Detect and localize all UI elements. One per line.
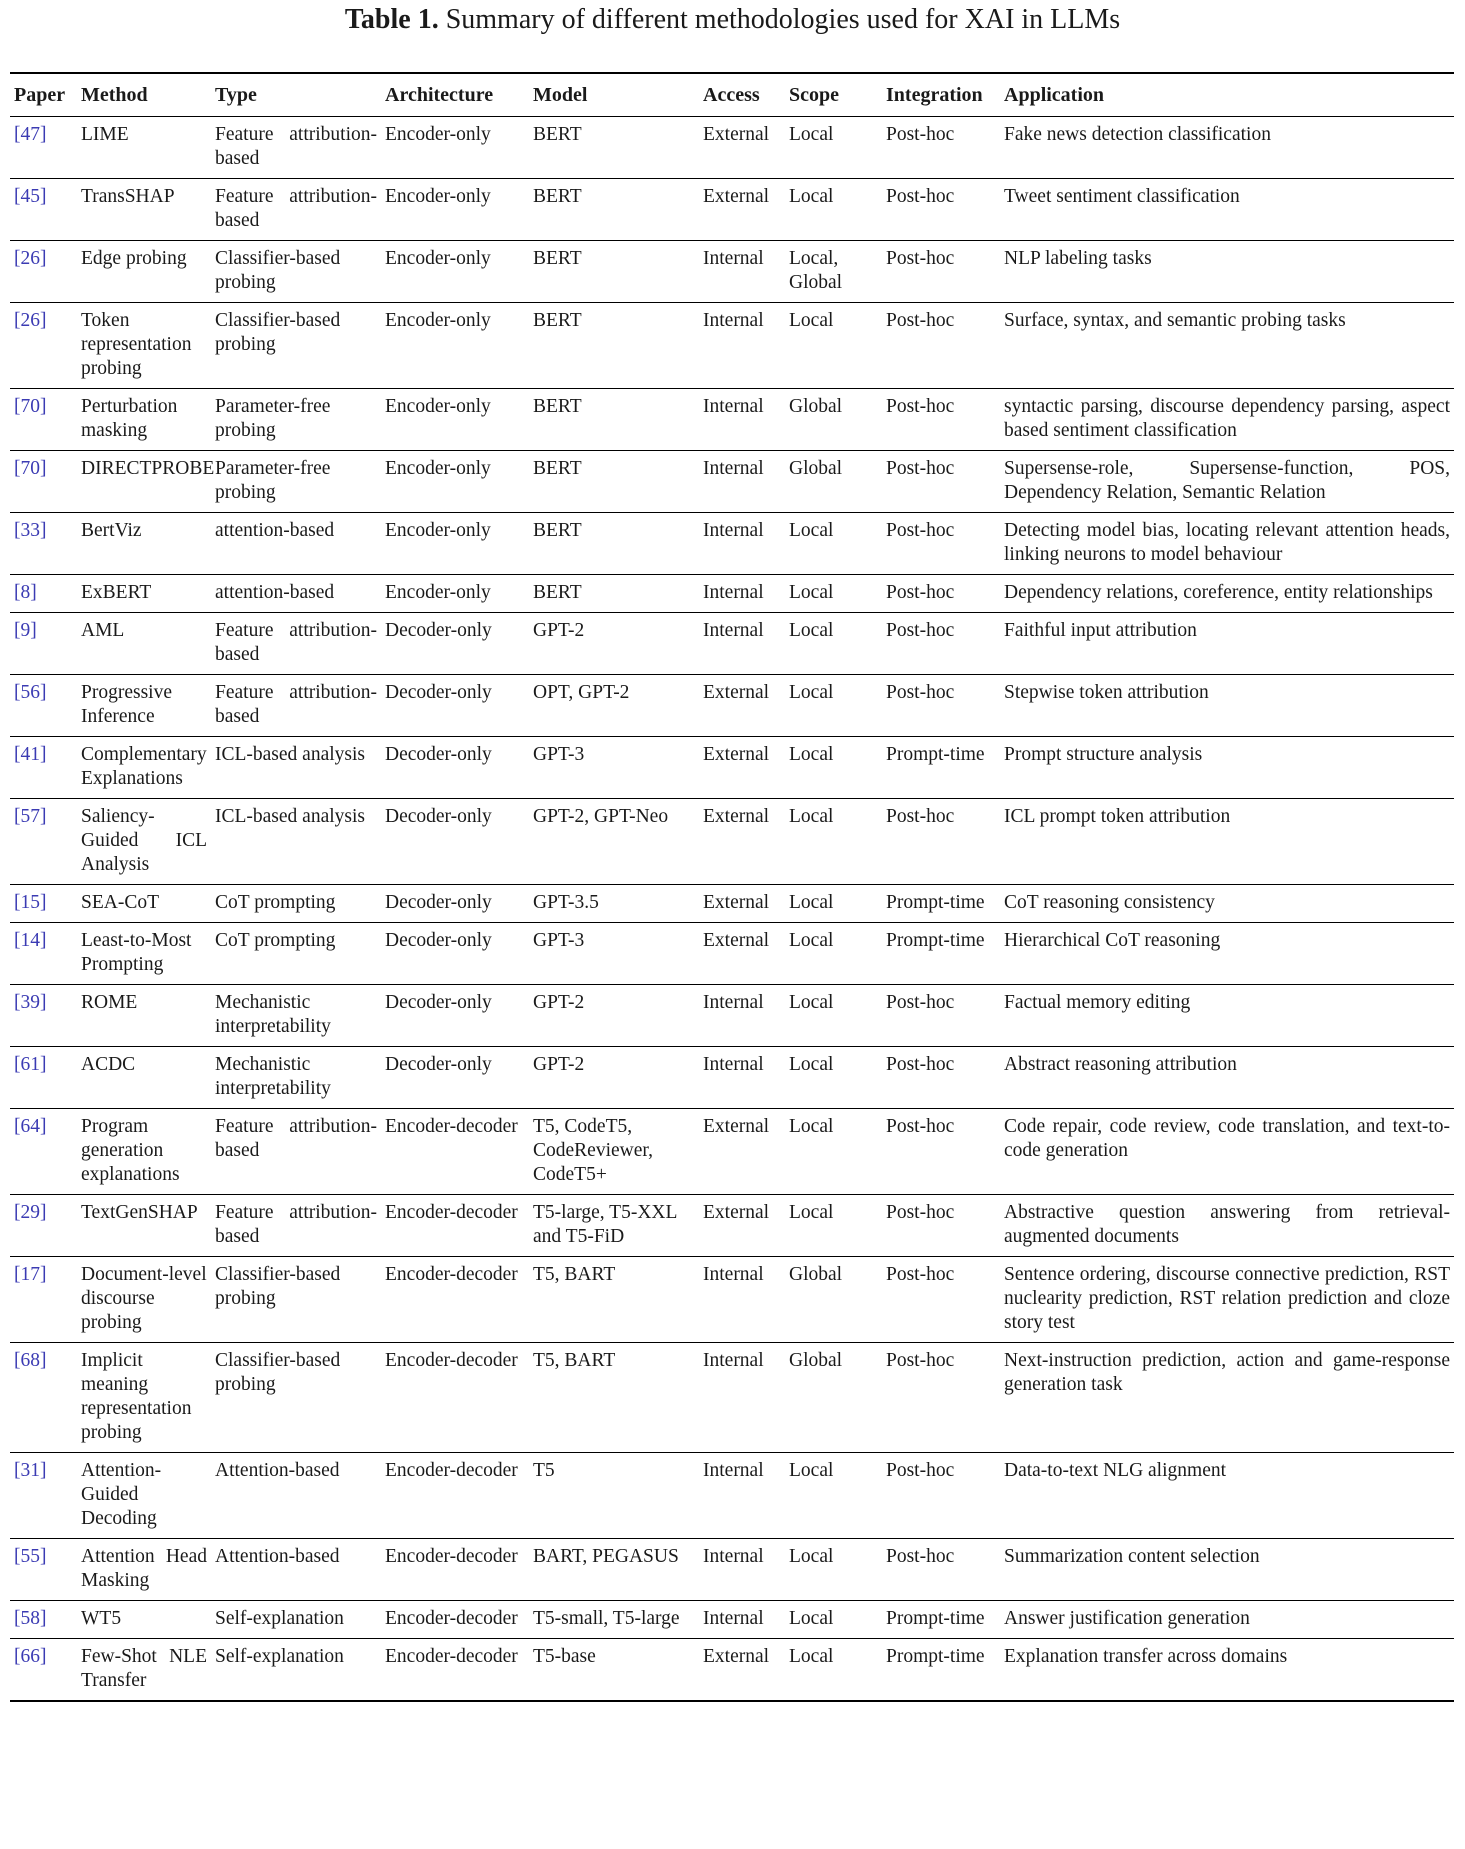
cell-scope: Global bbox=[789, 1350, 843, 1371]
cell-access: Internal bbox=[703, 582, 764, 603]
table-row bbox=[10, 885, 1454, 923]
cell-paper-ref[interactable]: [56] bbox=[14, 682, 47, 703]
cell-model: GPT-3 bbox=[533, 930, 585, 951]
table-row bbox=[10, 1109, 1454, 1195]
cell-paper-ref[interactable]: [15] bbox=[14, 892, 47, 913]
cell-type: Parameter-free probing bbox=[215, 458, 331, 503]
cell-architecture: Encoder-decoder bbox=[385, 1646, 518, 1667]
cell-type: Feature attribution-based bbox=[215, 1202, 377, 1247]
cell-application: Faithful input attribution bbox=[1004, 620, 1197, 641]
cell-application: Prompt structure analysis bbox=[1004, 744, 1203, 765]
cell-model: T5-large, T5-XXL and T5-FiD bbox=[533, 1202, 677, 1247]
cell-paper-ref[interactable]: [57] bbox=[14, 806, 47, 827]
cell-integration: Post-hoc bbox=[886, 458, 955, 479]
table-row bbox=[10, 1047, 1454, 1109]
cell-model: GPT-3.5 bbox=[533, 892, 599, 913]
cell-paper-ref[interactable]: [41] bbox=[14, 744, 47, 765]
table-caption bbox=[0, 0, 1465, 38]
cell-scope: Local bbox=[789, 310, 834, 331]
cell-method: TextGenSHAP bbox=[81, 1202, 198, 1223]
cell-application: Explanation transfer across domains bbox=[1004, 1646, 1288, 1667]
cell-paper-ref[interactable]: [29] bbox=[14, 1202, 47, 1223]
cell-integration: Post-hoc bbox=[886, 1116, 955, 1137]
cell-paper-ref[interactable]: [70] bbox=[14, 458, 47, 479]
cell-paper-ref[interactable]: [64] bbox=[14, 1116, 47, 1137]
cell-method: ExBERT bbox=[81, 582, 152, 603]
cell-model: BERT bbox=[533, 520, 582, 541]
cell-access: External bbox=[703, 744, 770, 765]
cell-access: Internal bbox=[703, 992, 764, 1013]
cell-architecture: Encoder-decoder bbox=[385, 1202, 518, 1223]
column-header-access: Access bbox=[703, 84, 760, 106]
cell-type: Feature attribution-based bbox=[215, 620, 377, 665]
cell-scope: Local bbox=[789, 892, 834, 913]
cell-access: External bbox=[703, 1646, 770, 1667]
cell-method: Document-level discourse probing bbox=[81, 1264, 207, 1333]
cell-integration: Prompt-time bbox=[886, 892, 985, 913]
cell-integration: Post-hoc bbox=[886, 396, 955, 417]
cell-scope: Local bbox=[789, 930, 834, 951]
cell-scope: Local bbox=[789, 682, 834, 703]
column-header-application: Application bbox=[1004, 84, 1105, 106]
cell-architecture: Encoder-only bbox=[385, 458, 491, 479]
cell-scope: Local bbox=[789, 1546, 834, 1567]
cell-access: External bbox=[703, 930, 770, 951]
cell-architecture: Encoder-only bbox=[385, 186, 491, 207]
cell-model: GPT-2 bbox=[533, 620, 585, 641]
cell-type: attention-based bbox=[215, 582, 335, 603]
cell-paper-ref[interactable]: [61] bbox=[14, 1054, 47, 1075]
table-row bbox=[10, 1601, 1454, 1639]
cell-method: TransSHAP bbox=[81, 186, 175, 207]
cell-method: Edge probing bbox=[81, 248, 187, 269]
cell-access: Internal bbox=[703, 1608, 764, 1629]
cell-type: Feature attribution-based bbox=[215, 186, 377, 231]
cell-method: Saliency-Guided ICL Analysis bbox=[81, 806, 207, 875]
table-row bbox=[10, 179, 1454, 241]
cell-integration: Post-hoc bbox=[886, 806, 955, 827]
cell-type: Mechanistic interpretability bbox=[215, 1054, 331, 1099]
cell-access: Internal bbox=[703, 248, 764, 269]
cell-integration: Post-hoc bbox=[886, 620, 955, 641]
cell-architecture: Decoder-only bbox=[385, 806, 492, 827]
cell-integration: Prompt-time bbox=[886, 744, 985, 765]
table-row bbox=[10, 1343, 1454, 1453]
table-row bbox=[10, 117, 1454, 179]
cell-paper-ref[interactable]: [66] bbox=[14, 1646, 47, 1667]
cell-application: Hierarchical CoT reasoning bbox=[1004, 930, 1221, 951]
cell-access: Internal bbox=[703, 520, 764, 541]
cell-architecture: Decoder-only bbox=[385, 892, 492, 913]
caption-label: Table 1. bbox=[344, 4, 439, 35]
cell-integration: Post-hoc bbox=[886, 186, 955, 207]
cell-model: OPT, GPT-2 bbox=[533, 682, 630, 703]
cell-method: WT5 bbox=[81, 1608, 122, 1629]
column-header-architecture: Architecture bbox=[385, 84, 494, 106]
cell-application: Summarization content selection bbox=[1004, 1546, 1260, 1567]
cell-model: BERT bbox=[533, 248, 582, 269]
column-header-integration: Integration bbox=[886, 84, 983, 106]
cell-application: Fake news detection classification bbox=[1004, 124, 1271, 145]
cell-method: Few-Shot NLE Transfer bbox=[81, 1646, 207, 1691]
cell-model: T5 bbox=[533, 1460, 555, 1481]
cell-scope: Local bbox=[789, 1460, 834, 1481]
cell-architecture: Encoder-decoder bbox=[385, 1460, 518, 1481]
table-row bbox=[10, 737, 1454, 799]
cell-model: T5-base bbox=[533, 1646, 596, 1667]
cell-paper-ref[interactable]: [58] bbox=[14, 1608, 47, 1629]
cell-paper-ref[interactable]: [39] bbox=[14, 992, 47, 1013]
cell-model: T5, CodeT5, CodeReviewer, CodeT5+ bbox=[533, 1116, 653, 1185]
cell-method: Least-to-Most Prompting bbox=[81, 930, 192, 975]
cell-method: AML bbox=[81, 620, 125, 641]
cell-integration: Post-hoc bbox=[886, 1054, 955, 1075]
cell-scope: Local bbox=[789, 620, 834, 641]
cell-type: Attention-based bbox=[215, 1546, 340, 1567]
cell-architecture: Decoder-only bbox=[385, 682, 492, 703]
cell-integration: Post-hoc bbox=[886, 682, 955, 703]
cell-access: External bbox=[703, 1202, 770, 1223]
cell-paper-ref[interactable]: [8] bbox=[14, 582, 37, 603]
table-row bbox=[10, 241, 1454, 303]
cell-paper-ref[interactable]: [70] bbox=[14, 396, 47, 417]
cell-type: Self-explanation bbox=[215, 1608, 344, 1629]
table-row bbox=[10, 303, 1454, 389]
cell-model: T5-small, T5-large bbox=[533, 1608, 680, 1629]
cell-integration: Post-hoc bbox=[886, 582, 955, 603]
cell-integration: Post-hoc bbox=[886, 1350, 955, 1371]
table-row bbox=[10, 675, 1454, 737]
cell-method: Perturbation masking bbox=[81, 396, 178, 441]
cell-method: Attention-Guided Decoding bbox=[81, 1460, 162, 1529]
table-row bbox=[10, 799, 1454, 885]
cell-architecture: Encoder-decoder bbox=[385, 1116, 518, 1137]
cell-application: NLP labeling tasks bbox=[1004, 248, 1152, 269]
cell-application: CoT reasoning consistency bbox=[1004, 892, 1215, 913]
cell-access: Internal bbox=[703, 620, 764, 641]
table-row bbox=[10, 613, 1454, 675]
cell-architecture: Encoder-decoder bbox=[385, 1608, 518, 1629]
cell-model: BERT bbox=[533, 458, 582, 479]
column-header-paper: Paper bbox=[14, 84, 66, 106]
cell-architecture: Encoder-decoder bbox=[385, 1350, 518, 1371]
cell-model: GPT-2 bbox=[533, 1054, 585, 1075]
cell-access: External bbox=[703, 892, 770, 913]
table-row bbox=[10, 1539, 1454, 1601]
cell-model: GPT-3 bbox=[533, 744, 585, 765]
cell-application: Data-to-text NLG alignment bbox=[1004, 1460, 1227, 1481]
table-row bbox=[10, 1195, 1454, 1257]
methods-table bbox=[10, 72, 1454, 1702]
cell-application: Abstract reasoning attribution bbox=[1004, 1054, 1237, 1075]
cell-integration: Post-hoc bbox=[886, 1546, 955, 1567]
caption-text: Summary of different methodologies used for XAI in LLMs bbox=[445, 4, 1121, 35]
cell-access: External bbox=[703, 806, 770, 827]
cell-type: Parameter-free probing bbox=[215, 396, 331, 441]
cell-architecture: Encoder-only bbox=[385, 520, 491, 541]
cell-access: External bbox=[703, 186, 770, 207]
cell-method: LIME bbox=[81, 124, 129, 145]
cell-paper-ref[interactable]: [14] bbox=[14, 930, 47, 951]
cell-model: BERT bbox=[533, 396, 582, 417]
cell-type: Classifier-based probing bbox=[215, 310, 341, 355]
cell-architecture: Decoder-only bbox=[385, 744, 492, 765]
cell-paper-ref[interactable]: [33] bbox=[14, 520, 47, 541]
cell-access: Internal bbox=[703, 1054, 764, 1075]
cell-application: Next-instruction prediction, action and game-response generation task bbox=[1004, 1350, 1450, 1395]
cell-architecture: Encoder-only bbox=[385, 248, 491, 269]
cell-architecture: Decoder-only bbox=[385, 992, 492, 1013]
cell-method: SEA-CoT bbox=[81, 892, 159, 913]
table-row bbox=[10, 389, 1454, 451]
cell-model: BART, PEGASUS bbox=[533, 1546, 679, 1567]
cell-scope: Local bbox=[789, 1608, 834, 1629]
cell-model: BERT bbox=[533, 582, 582, 603]
cell-application: Detecting model bias, locating relevant attention heads, linking neurons to model behaviour bbox=[1004, 520, 1450, 565]
cell-type: Classifier-based probing bbox=[215, 1264, 341, 1309]
cell-type: Classifier-based probing bbox=[215, 1350, 341, 1395]
cell-integration: Post-hoc bbox=[886, 1202, 955, 1223]
cell-method: BertViz bbox=[81, 520, 142, 541]
table-row bbox=[10, 923, 1454, 985]
cell-type: Mechanistic interpretability bbox=[215, 992, 331, 1037]
column-header-scope: Scope bbox=[789, 84, 839, 106]
cell-access: External bbox=[703, 124, 770, 145]
cell-architecture: Decoder-only bbox=[385, 620, 492, 641]
table-row bbox=[10, 575, 1454, 613]
cell-scope: Global bbox=[789, 458, 843, 479]
cell-access: Internal bbox=[703, 1264, 764, 1285]
cell-architecture: Encoder-decoder bbox=[385, 1546, 518, 1567]
cell-scope: Local bbox=[789, 186, 834, 207]
cell-type: ICL-based analysis bbox=[215, 806, 366, 827]
cell-integration: Post-hoc bbox=[886, 992, 955, 1013]
table-row bbox=[10, 451, 1454, 513]
cell-model: GPT-2 bbox=[533, 992, 585, 1013]
cell-application: Code repair, code review, code translation, and text-to-code generation bbox=[1004, 1116, 1450, 1161]
cell-application: Surface, syntax, and semantic probing tasks bbox=[1004, 310, 1346, 331]
cell-integration: Prompt-time bbox=[886, 1646, 985, 1667]
cell-type: Feature attribution-based bbox=[215, 124, 377, 169]
column-header-model: Model bbox=[533, 84, 588, 106]
cell-application: syntactic parsing, discourse dependency parsing, aspect based sentiment classification bbox=[1004, 396, 1450, 441]
cell-integration: Prompt-time bbox=[886, 930, 985, 951]
cell-type: ICL-based analysis bbox=[215, 744, 366, 765]
cell-scope: Local bbox=[789, 1646, 834, 1667]
cell-paper-ref[interactable]: [31] bbox=[14, 1460, 47, 1481]
cell-type: attention-based bbox=[215, 520, 335, 541]
cell-model: BERT bbox=[533, 124, 582, 145]
cell-application: Factual memory editing bbox=[1004, 992, 1191, 1013]
cell-paper-ref[interactable]: [26] bbox=[14, 248, 47, 269]
cell-integration: Post-hoc bbox=[886, 310, 955, 331]
cell-application: Answer justification generation bbox=[1004, 1608, 1250, 1629]
cell-scope: Global bbox=[789, 396, 843, 417]
cell-method: Implicit meaning representation probing bbox=[81, 1350, 192, 1443]
cell-type: Feature attribution-based bbox=[215, 682, 377, 727]
methods-table-container bbox=[10, 72, 1454, 1702]
cell-scope: Local bbox=[789, 744, 834, 765]
cell-type: CoT prompting bbox=[215, 930, 336, 951]
cell-paper-ref[interactable]: [45] bbox=[14, 186, 47, 207]
cell-model: BERT bbox=[533, 186, 582, 207]
cell-paper-ref[interactable]: [9] bbox=[14, 620, 37, 641]
cell-integration: Post-hoc bbox=[886, 520, 955, 541]
cell-paper-ref[interactable]: [26] bbox=[14, 310, 47, 331]
cell-model: T5, BART bbox=[533, 1264, 616, 1285]
column-header-method: Method bbox=[81, 84, 148, 106]
cell-access: Internal bbox=[703, 1546, 764, 1567]
cell-application: Dependency relations, coreference, entity relationships bbox=[1004, 582, 1433, 603]
cell-architecture: Decoder-only bbox=[385, 1054, 492, 1075]
cell-architecture: Encoder-only bbox=[385, 310, 491, 331]
cell-method: ROME bbox=[81, 992, 138, 1013]
cell-paper-ref[interactable]: [47] bbox=[14, 124, 47, 145]
cell-application: Sentence ordering, discourse connective prediction, RST nuclearity prediction, RST relation prediction and cloze story test bbox=[1004, 1264, 1450, 1333]
cell-model: T5, BART bbox=[533, 1350, 616, 1371]
cell-model: BERT bbox=[533, 310, 582, 331]
cell-access: External bbox=[703, 682, 770, 703]
table-row bbox=[10, 1639, 1454, 1702]
cell-type: Classifier-based probing bbox=[215, 248, 341, 293]
cell-application: Supersense-role, Supersense-function, POS, Dependency Relation, Semantic Relation bbox=[1004, 458, 1450, 503]
cell-application: Stepwise token attribution bbox=[1004, 682, 1209, 703]
cell-method: Complementary Explanations bbox=[81, 744, 207, 789]
cell-scope: Local bbox=[789, 1054, 834, 1075]
cell-scope: Local bbox=[789, 124, 834, 145]
table-row bbox=[10, 1257, 1454, 1343]
cell-method: ACDC bbox=[81, 1054, 136, 1075]
cell-scope: Local bbox=[789, 1116, 834, 1137]
cell-access: External bbox=[703, 1116, 770, 1137]
table-row bbox=[10, 513, 1454, 575]
cell-access: Internal bbox=[703, 396, 764, 417]
cell-architecture: Encoder-only bbox=[385, 582, 491, 603]
cell-architecture: Encoder-only bbox=[385, 124, 491, 145]
cell-method: DIRECTPROBE bbox=[81, 458, 215, 479]
cell-scope: Global bbox=[789, 1264, 843, 1285]
column-header-type: Type bbox=[215, 84, 257, 106]
cell-access: Internal bbox=[703, 1350, 764, 1371]
table-row bbox=[10, 1453, 1454, 1539]
cell-scope: Local bbox=[789, 582, 834, 603]
cell-method: Token representation probing bbox=[81, 310, 192, 379]
cell-access: Internal bbox=[703, 1460, 764, 1481]
cell-scope: Local bbox=[789, 806, 834, 827]
table-row bbox=[10, 985, 1454, 1047]
cell-integration: Post-hoc bbox=[886, 124, 955, 145]
cell-type: Feature attribution-based bbox=[215, 1116, 377, 1161]
cell-integration: Post-hoc bbox=[886, 248, 955, 269]
cell-application: Abstractive question answering from retrieval-augmented documents bbox=[1004, 1202, 1450, 1247]
cell-paper-ref[interactable]: [55] bbox=[14, 1546, 47, 1567]
cell-scope: Local bbox=[789, 992, 834, 1013]
cell-type: Self-explanation bbox=[215, 1646, 344, 1667]
cell-architecture: Encoder-decoder bbox=[385, 1264, 518, 1285]
cell-architecture: Decoder-only bbox=[385, 930, 492, 951]
cell-application: Tweet sentiment classification bbox=[1004, 186, 1240, 207]
cell-scope: Local, Global bbox=[789, 248, 843, 293]
table-header-row bbox=[10, 73, 1454, 117]
cell-integration: Post-hoc bbox=[886, 1460, 955, 1481]
cell-type: CoT prompting bbox=[215, 892, 336, 913]
cell-method: Program generation explanations bbox=[81, 1116, 180, 1185]
cell-paper-ref[interactable]: [17] bbox=[14, 1264, 47, 1285]
cell-integration: Prompt-time bbox=[886, 1608, 985, 1629]
cell-application: ICL prompt token attribution bbox=[1004, 806, 1231, 827]
table-body bbox=[10, 117, 1454, 1702]
cell-type: Attention-based bbox=[215, 1460, 340, 1481]
cell-access: Internal bbox=[703, 310, 764, 331]
cell-scope: Local bbox=[789, 520, 834, 541]
cell-paper-ref[interactable]: [68] bbox=[14, 1350, 47, 1371]
cell-access: Internal bbox=[703, 458, 764, 479]
cell-model: GPT-2, GPT-Neo bbox=[533, 806, 669, 827]
cell-scope: Local bbox=[789, 1202, 834, 1223]
cell-method: Progressive Inference bbox=[81, 682, 172, 727]
cell-architecture: Encoder-only bbox=[385, 396, 491, 417]
cell-integration: Post-hoc bbox=[886, 1264, 955, 1285]
cell-method: Attention Head Masking bbox=[81, 1546, 207, 1591]
